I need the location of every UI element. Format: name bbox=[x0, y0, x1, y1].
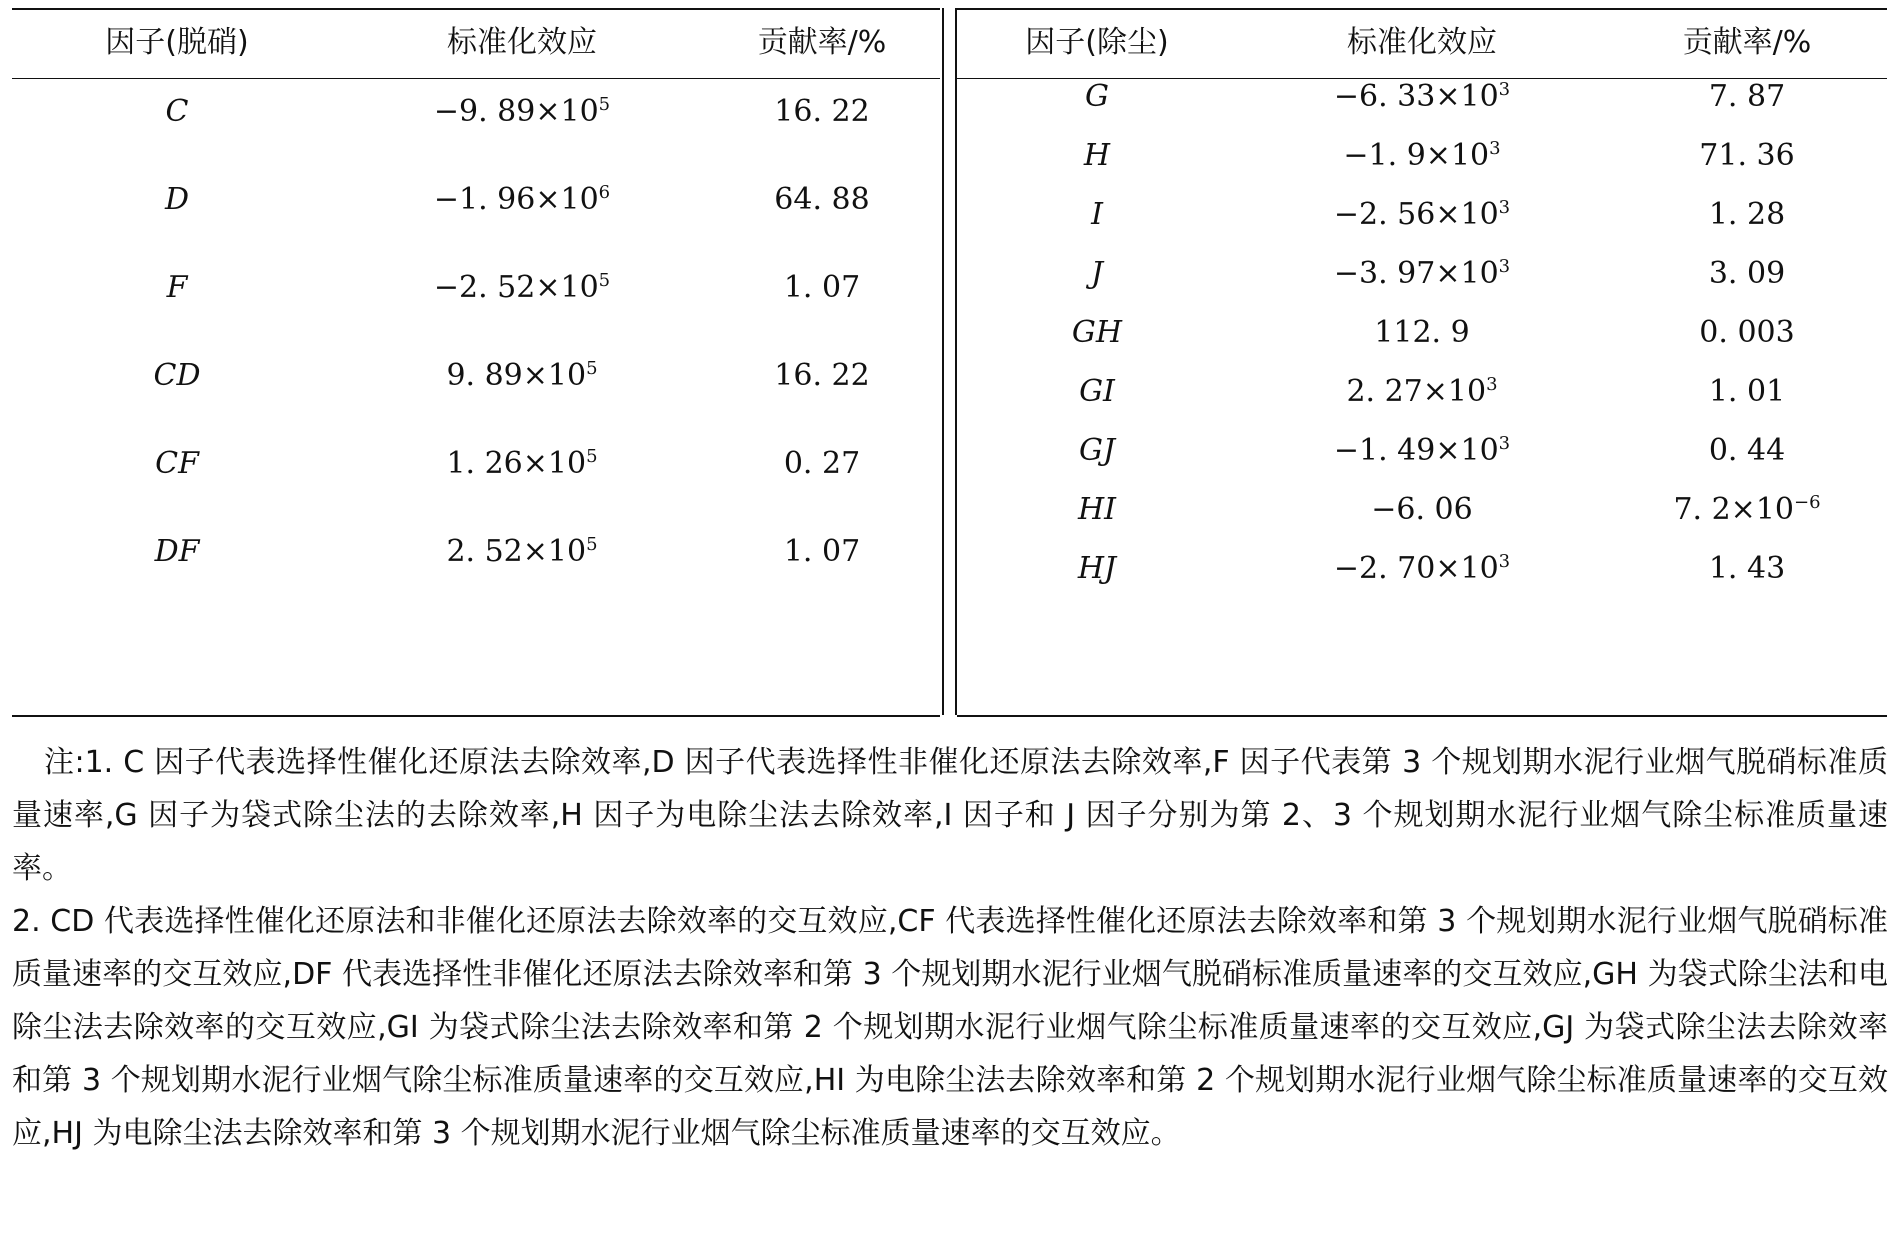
header-factor: 因子(脱硝) bbox=[105, 25, 249, 60]
contribution-cell-exponent: −6 bbox=[1794, 492, 1821, 513]
effect-cell-exponent: 6 bbox=[598, 182, 611, 203]
contribution-cell bbox=[1607, 257, 1887, 291]
factor-cell: I bbox=[1091, 197, 1103, 232]
effect-cell bbox=[1237, 257, 1607, 291]
effect-cell-base: −2. 56×10 bbox=[1333, 197, 1499, 232]
factor-cell: H bbox=[1083, 138, 1111, 173]
contribution-cell bbox=[1607, 139, 1887, 173]
factor-cell: HJ bbox=[1077, 551, 1117, 586]
contribution-cell: 1. 07 bbox=[783, 534, 861, 569]
effect-cell bbox=[342, 447, 702, 481]
effect-cell bbox=[342, 271, 702, 305]
header-standardized-effect: 标准化效应 bbox=[1347, 25, 1497, 60]
contribution-cell bbox=[1607, 80, 1887, 114]
contribution-cell-base: 1. 01 bbox=[1708, 374, 1786, 409]
effect-cell-exponent: 3 bbox=[1489, 138, 1501, 159]
effect-cell bbox=[1237, 316, 1607, 350]
effect-cell-base: 112. 9 bbox=[1374, 315, 1470, 350]
effect-cell bbox=[1237, 493, 1607, 527]
effect-cell-exponent: 3 bbox=[1498, 197, 1511, 218]
factor-cell: GI bbox=[1079, 374, 1115, 409]
header-standardized-effect: 标准化效应 bbox=[447, 25, 597, 60]
contribution-cell: 16. 22 bbox=[774, 358, 870, 393]
note-1: 注:1. C 因子代表选择性催化还原法去除效率,D 因子代表选择性非催化还原法去除效率,F 因子代表第 3 个规划期水泥行业烟气脱硝标准质量速率,G 因子为袋式除尘法的去除效率,H 因子为电除尘法去除效率,I 因子和 J 因子分别为第 2、3 个规划期水泥行业烟气除尘标准质量速率。 bbox=[12, 745, 1888, 886]
contribution-cell: 0. 27 bbox=[783, 446, 861, 481]
effect-cell-exponent: 5 bbox=[586, 446, 598, 467]
contribution-cell bbox=[1607, 375, 1887, 409]
effect-cell-base: 2. 52×10 bbox=[446, 534, 587, 569]
effect-cell-base: −6. 06 bbox=[1371, 492, 1473, 527]
contribution-cell-base: 71. 36 bbox=[1699, 138, 1795, 173]
contribution-cell bbox=[1607, 552, 1887, 586]
contribution-cell-base: 7. 2×10 bbox=[1673, 492, 1794, 527]
factor-tables bbox=[12, 8, 1888, 718]
effect-cell-base: −3. 97×10 bbox=[1333, 256, 1499, 291]
effect-cell-base: −2. 52×10 bbox=[433, 270, 599, 305]
effect-cell bbox=[1237, 198, 1607, 232]
effect-cell-base: 9. 89×10 bbox=[446, 358, 587, 393]
effect-cell-base: −2. 70×10 bbox=[1333, 551, 1499, 586]
contribution-cell bbox=[1607, 316, 1887, 350]
header-factor: 因子(除尘) bbox=[1025, 25, 1169, 60]
table-notes bbox=[12, 736, 1888, 1160]
contribution-cell-base: 1. 28 bbox=[1708, 197, 1786, 232]
dedusting-table-header bbox=[957, 10, 1887, 79]
note-2: 2. CD 代表选择性催化还原法和非催化还原法去除效率的交互效应,CF 代表选择性催化还原法去除效率和第 3 个规划期水泥行业烟气脱硝标准质量速率的交互效应,DF 代表选择性非催化还原法去除效率和第 3 个规划期水泥行业烟气脱硝标准质量速率的交互效应,GH 为袋式除尘法和电除尘法去除效率的交互效应,GI 为袋式除尘法去除效率和第 2 个规划期水泥行业烟气除尘标准质量速率的交互效应,GJ 为袋式除尘法去除效率和第 3 个规划期水泥行业烟气除尘标准质量速率的交互效应,HI 为电除尘法去除效率和第 2 个规划期水泥行业烟气除尘标准质量速率的交互效应,HJ 为电除尘法去除效率和第 3 个规划期水泥行业烟气除尘标准质量速率的交互效应。 bbox=[12, 904, 1888, 1151]
contribution-cell-base: 3. 09 bbox=[1708, 256, 1786, 291]
header-contribution: 贡献率/% bbox=[1682, 25, 1812, 60]
contribution-cell: 16. 22 bbox=[774, 94, 870, 129]
effect-cell bbox=[1237, 139, 1607, 173]
table-divider bbox=[942, 8, 944, 715]
effect-cell-base: −1. 96×10 bbox=[433, 182, 599, 217]
effect-cell-base: −6. 33×10 bbox=[1333, 79, 1499, 114]
contribution-cell bbox=[1607, 434, 1887, 468]
factor-cell: CF bbox=[155, 446, 199, 481]
effect-cell-exponent: 3 bbox=[1498, 79, 1511, 100]
effect-cell-base: 1. 26×10 bbox=[446, 446, 587, 481]
factor-cell: DF bbox=[154, 534, 200, 569]
effect-cell-exponent: 5 bbox=[586, 358, 598, 379]
contribution-cell: 64. 88 bbox=[774, 182, 870, 217]
factor-cell: CD bbox=[153, 358, 201, 393]
effect-cell-exponent: 3 bbox=[1498, 433, 1511, 454]
contribution-cell-base: 1. 43 bbox=[1708, 551, 1786, 586]
effect-cell-base: −9. 89×10 bbox=[433, 94, 599, 129]
contribution-cell bbox=[1607, 198, 1887, 232]
effect-cell-base: −1. 9×10 bbox=[1343, 138, 1490, 173]
effect-cell-exponent: 5 bbox=[586, 534, 598, 555]
effect-cell bbox=[342, 359, 702, 393]
contribution-cell-base: 0. 003 bbox=[1699, 315, 1795, 350]
effect-cell-exponent: 3 bbox=[1498, 551, 1511, 572]
effect-cell-exponent: 5 bbox=[598, 270, 611, 291]
denitration-table-header bbox=[12, 10, 940, 79]
effect-cell bbox=[1237, 375, 1607, 409]
contribution-cell-base: 7. 87 bbox=[1708, 79, 1786, 114]
effect-cell bbox=[1237, 552, 1607, 586]
contribution-cell bbox=[1607, 493, 1887, 527]
factor-cell: HI bbox=[1077, 492, 1116, 527]
effect-cell bbox=[342, 535, 702, 569]
effect-cell-base: −1. 49×10 bbox=[1333, 433, 1499, 468]
denitration-table bbox=[12, 8, 940, 717]
contribution-cell-base: 0. 44 bbox=[1708, 433, 1786, 468]
factor-cell: GH bbox=[1071, 315, 1123, 350]
dedusting-table bbox=[957, 8, 1887, 717]
effect-cell bbox=[342, 95, 702, 129]
factor-cell: C bbox=[165, 94, 189, 129]
factor-cell: F bbox=[166, 270, 188, 305]
factor-cell: D bbox=[164, 182, 190, 217]
effect-cell-base: 2. 27×10 bbox=[1346, 374, 1487, 409]
effect-cell bbox=[1237, 434, 1607, 468]
effect-cell-exponent: 3 bbox=[1486, 374, 1498, 395]
effect-cell-exponent: 3 bbox=[1498, 256, 1511, 277]
factor-cell: J bbox=[1090, 256, 1104, 291]
effect-cell bbox=[1237, 80, 1607, 114]
factor-cell: G bbox=[1085, 79, 1109, 114]
effect-cell bbox=[342, 183, 702, 217]
contribution-cell: 1. 07 bbox=[783, 270, 861, 305]
effect-cell-exponent: 5 bbox=[598, 94, 611, 115]
factor-cell: GJ bbox=[1079, 433, 1115, 468]
header-contribution: 贡献率/% bbox=[757, 25, 887, 60]
